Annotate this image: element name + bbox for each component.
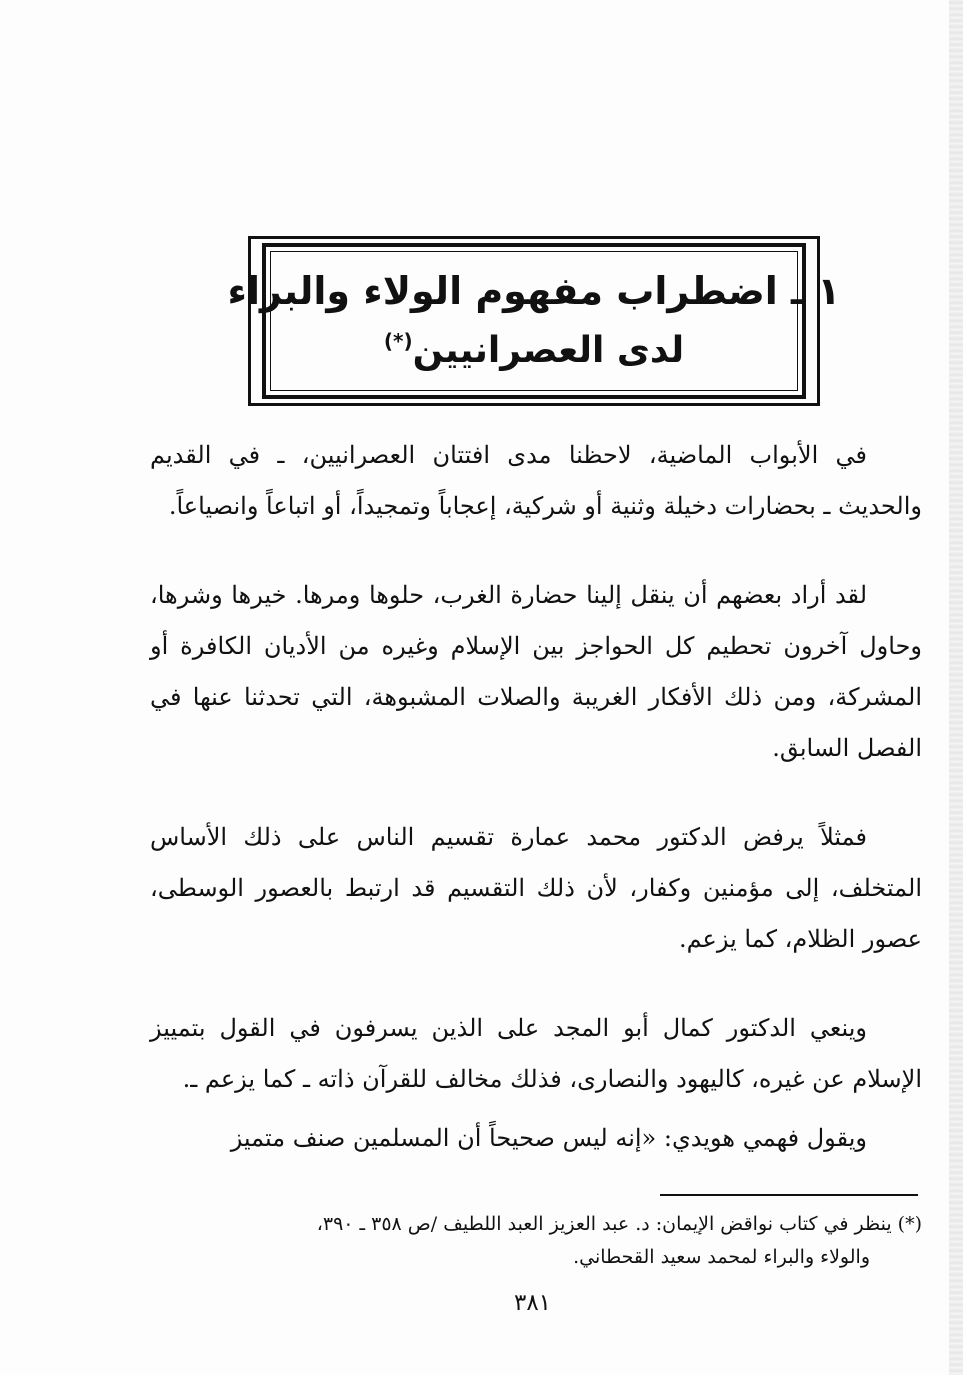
chapter-title-line-1: ١ ـ اضطراب مفهوم الولاء والبراء <box>227 269 841 313</box>
footnote-marker: (*) <box>383 329 413 353</box>
paragraph-2: لقد أراد بعضهم أن ينقل إلينا حضارة الغرب، حلوها ومرها. خيرها وشرها، وحاول آخرون تحطيم كل الحواجز بين الإسلام وغيره من الأديان الكافرة أو المشركة، ومن ذلك الأفكار الغريبة والصلات المشبوهة، التي تحدثنا عنها في الفصل السابق. <box>150 581 923 762</box>
footnote-line-2: والولاء والبراء لمحمد سعيد القحطاني. <box>573 1246 870 1268</box>
paragraph-4: وينعي الدكتور كمال أبو المجد على الذين يسرفون في القول بتمييز الإسلام عن غيره، كاليهود والنصارى، فذلك مخالف للقرآن ذاته ـ كما يزعم ـ. <box>150 1014 922 1093</box>
scan-edge <box>949 0 963 1375</box>
body-text <box>150 430 922 1202</box>
page-number: ٣٨١ <box>513 1290 552 1316</box>
paragraph-1: في الأبواب الماضية، لاحظنا مدى افتتان العصرانيين، ـ في القديم والحديث ـ بحضارات دخيلة وثنية أو شركية، إعجاباً وتمجيداً، أو اتباعاً وانصياعاً. <box>150 441 922 520</box>
chapter-title-line-2 <box>384 316 684 376</box>
paragraph-5: ويقول فهمي هويدي: «إنه ليس صحيحاً أن المسلمين صنف متميز <box>230 1124 867 1152</box>
chapter-title-box <box>227 251 841 391</box>
footnote-line-1: (*) ينظر في كتاب نواقض الإيمان: د. عبد العزيز العبد اللطيف /ص ٣٥٨ ـ ٣٩٠، <box>316 1213 922 1235</box>
paragraph-3: فمثلاً يرفض الدكتور محمد عمارة تقسيم الناس على ذلك الأساس المتخلف، إلى مؤمنين وكفار، لأن ذلك التقسيم قد ارتبط بالعصور الوسطى، عصور الظلام، كما يزعم. <box>150 823 922 953</box>
footnote <box>150 1208 922 1274</box>
footnote-separator <box>660 1194 918 1196</box>
chapter-title-line-2-text: لدى العصرانيين <box>412 330 685 371</box>
